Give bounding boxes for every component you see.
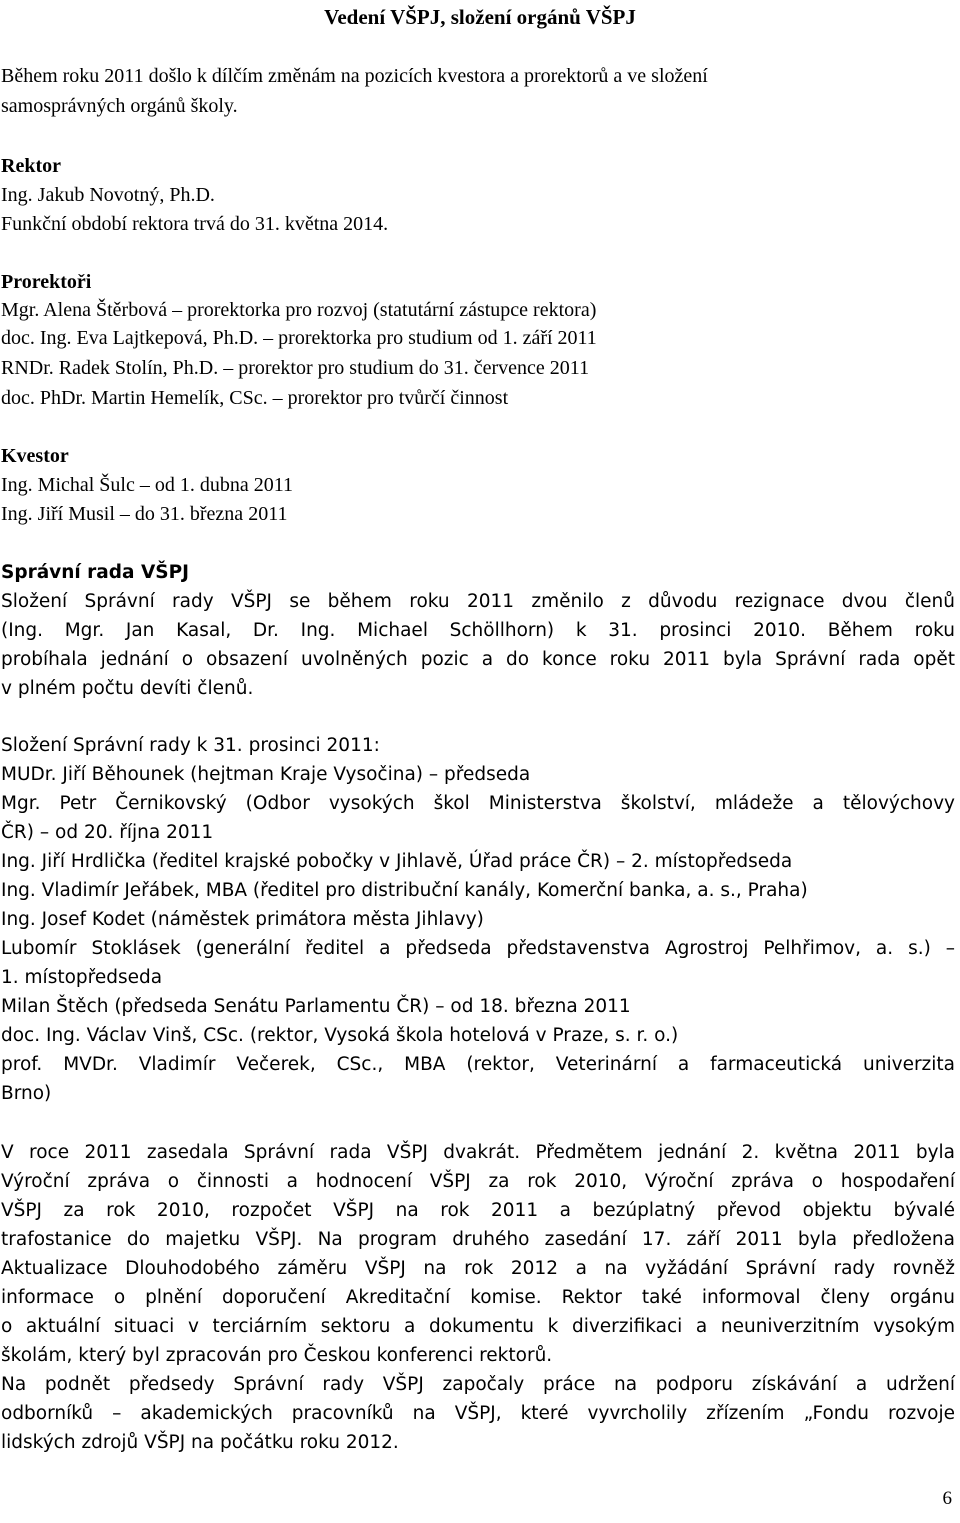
member-line-2: Mgr. Petr Černikovský (Odbor vysokých škol Ministerstva školství, mládeže a tělovýchovy <box>1 793 955 814</box>
prorektor-line-1: Mgr. Alena Štěrbová – prorektorka pro rozvoj (statutární zástupce rektora) <box>1 299 597 321</box>
closing-line-2: Výroční zpráva o činnosti a hodnocení VŠPJ za rok 2010, Výroční zpráva o hospodaření <box>1 1171 955 1192</box>
spravni-rada-paragraph-line-3: probíhala jednání o obsazení uvolněných pozic a do konce roku 2011 byla Správní rada opět <box>1 649 955 670</box>
rektor-line-1: Ing. Jakub Novotný, Ph.D. <box>1 184 215 206</box>
kvestor-line-1: Ing. Michal Šulc – od 1. dubna 2011 <box>1 474 294 496</box>
closing-line-4: trafostanice do majetku VŠPJ. Na program druhého zasedání 17. září 2011 byla předložena <box>1 1229 955 1250</box>
closing-line-7: o aktuální situaci v terciárním sektoru a dokumentu k diverzifikaci a neuniverzitním vysokým <box>1 1316 955 1337</box>
member-line-5: Ing. Vladimír Jeřábek, MBA (ředitel pro distribuční kanály, Komerční banka, a. s., Praha) <box>1 880 808 901</box>
member-line-9: Milan Štěch (předseda Senátu Parlamentu ČR) – od 18. března 2011 <box>1 996 631 1017</box>
closing-line-9: Na podnět předsedy Správní rady VŠPJ započaly práce na podporu získávání a udržení <box>1 1374 955 1395</box>
composition-heading: Složení Správní rady k 31. prosinci 2011: <box>1 735 380 756</box>
closing-line-11: lidských zdrojů VŠPJ na počátku roku 2012. <box>1 1432 399 1453</box>
member-line-1: MUDr. Jiří Běhounek (hejtman Kraje Vysočina) – předseda <box>1 764 531 785</box>
member-line-4: Ing. Jiří Hrdlička (ředitel krajské pobočky v Jihlavě, Úřad práce ČR) – 2. místopředseda <box>1 851 793 872</box>
closing-line-8: školám, který byl zpracován pro Českou konferenci rektorů. <box>1 1345 553 1366</box>
member-line-8: 1. místopředseda <box>1 967 163 988</box>
kvestor-heading: Kvestor <box>1 445 69 467</box>
rektor-line-2: Funkční období rektora trvá do 31. května 2014. <box>1 213 389 235</box>
closing-line-1: V roce 2011 zasedala Správní rada VŠPJ dvakrát. Předmětem jednání 2. května 2011 byla <box>1 1142 955 1163</box>
spravni-rada-paragraph-line-4: v plném počtu devíti členů. <box>1 678 254 699</box>
prorektor-line-3: RNDr. Radek Stolín, Ph.D. – prorektor pro studium do 31. července 2011 <box>1 357 590 379</box>
page-title: Vedení VŠPJ, složení orgánů VŠPJ <box>324 5 636 29</box>
page-number: 6 <box>942 1488 952 1509</box>
rektor-heading: Rektor <box>1 155 61 177</box>
closing-line-6: informace o plnění doporučení Akreditační komise. Rektor také informoval členy orgánu <box>1 1287 955 1308</box>
member-line-10: doc. Ing. Václav Vinš, CSc. (rektor, Vysoká škola hotelová v Praze, s. r. o.) <box>1 1025 679 1046</box>
kvestor-line-2: Ing. Jiří Musil – do 31. března 2011 <box>1 503 288 525</box>
spravni-rada-paragraph-line-1: Složení Správní rady VŠPJ se během roku 2011 změnilo z důvodu rezignace dvou členů <box>1 591 955 612</box>
closing-line-10: odborníků – akademických pracovníků na VŠPJ, které vyvrcholily zřízením „Fondu rozvoje <box>1 1403 955 1424</box>
spravni-rada-paragraph-line-2: (Ing. Mgr. Jan Kasal, Dr. Ing. Michael Schöllhorn) k 31. prosinci 2010. Během roku <box>1 620 955 641</box>
closing-line-5: Aktualizace Dlouhodobého záměru VŠPJ na rok 2012 a na vyžádání Správní rady rovněž <box>1 1258 955 1279</box>
intro-line-1: Během roku 2011 došlo k dílčím změnám na pozicích kvestora a prorektorů a ve složení <box>1 65 708 87</box>
intro-line-2: samosprávných orgánů školy. <box>1 95 238 117</box>
prorektori-heading: Prorektoři <box>1 271 92 293</box>
prorektor-line-4: doc. PhDr. Martin Hemelík, CSc. – prorektor pro tvůrčí činnost <box>1 387 509 409</box>
member-line-6: Ing. Josef Kodet (náměstek primátora města Jihlavy) <box>1 909 484 930</box>
prorektor-line-2: doc. Ing. Eva Lajtkepová, Ph.D. – prorektorka pro studium od 1. září 2011 <box>1 327 597 349</box>
member-line-3: ČR) – od 20. října 2011 <box>1 822 214 843</box>
member-line-7: Lubomír Stoklásek (generální ředitel a předseda představenstva Agrostroj Pelhřimov, a. s.) – <box>1 938 955 959</box>
spravni-rada-heading: Správní rada VŠPJ <box>1 562 190 583</box>
member-line-12: Brno) <box>1 1083 52 1104</box>
closing-line-3: VŠPJ za rok 2010, rozpočet VŠPJ na rok 2011 a bezúplatný převod objektu bývalé <box>1 1200 955 1221</box>
member-line-11: prof. MVDr. Vladimír Večerek, CSc., MBA (rektor, Veterinární a farmaceutická univerzita <box>1 1054 955 1075</box>
